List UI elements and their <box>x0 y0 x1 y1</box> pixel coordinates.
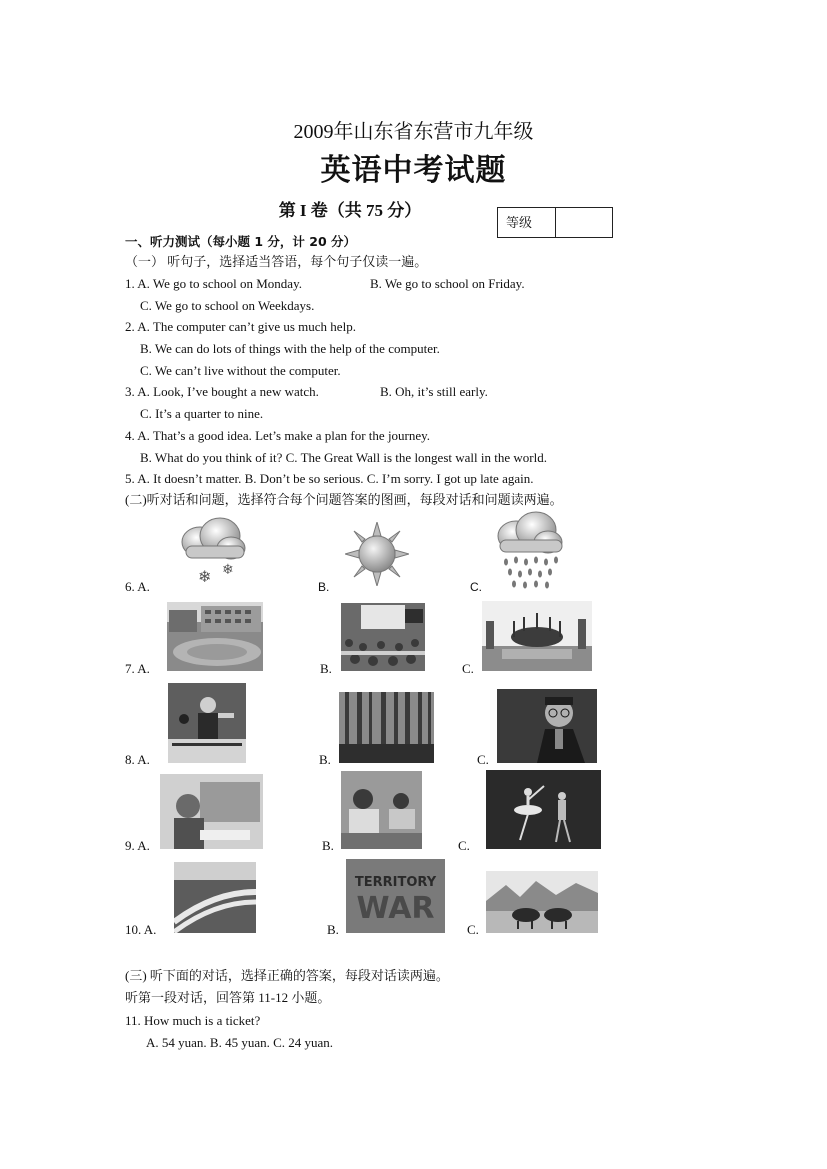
cloud-snow-icon <box>176 512 248 590</box>
q10-c-label: C. <box>467 922 479 937</box>
highway-photo <box>174 862 256 933</box>
q2-option-a: 2. A. The computer can’t give us much help. <box>125 319 356 334</box>
q9-c-label: C. <box>458 838 470 853</box>
grade-box <box>497 207 613 238</box>
q3-option-b: B. Oh, it’s still early. <box>380 384 488 399</box>
q1-option-a: 1. A. We go to school on Monday. <box>125 276 302 291</box>
school-campus-photo <box>167 602 263 671</box>
sun-icon <box>345 522 409 586</box>
poster-title-bottom: WAR <box>356 891 435 926</box>
q3-option-a: 3. A. Look, I’ve bought a new watch. <box>125 384 319 399</box>
q10-b-label: B. <box>327 922 339 937</box>
territory-war-poster <box>346 859 445 933</box>
svg-text:❄: ❄ <box>198 569 212 586</box>
q6-b-label: B. <box>318 580 330 594</box>
boy-reading-photo <box>160 774 263 849</box>
bullfight-photo <box>486 871 598 933</box>
q4-option-bc: B. What do you think of it? C. The Great Wall is the longest wall in the world. <box>140 450 547 465</box>
q1-option-b: B. We go to school on Friday. <box>370 276 525 291</box>
q8-b-label: B. <box>319 752 331 767</box>
bamboo-forest-photo <box>339 692 434 763</box>
movie-character-photo <box>497 689 597 763</box>
q7-b-label: B. <box>320 661 332 676</box>
q5-options: 5. A. It doesn’t matter. B. Don’t be so serious. C. I’m sorry. I got up late again. <box>125 471 534 486</box>
q11-question: 11. How much is a ticket? <box>125 1013 261 1028</box>
q3-option-c: C. It’s a quarter to nine. <box>140 406 264 421</box>
q8-c-label: C. <box>477 752 489 767</box>
table-tennis-photo <box>168 683 246 763</box>
q4-option-a: 4. A. That’s a good idea. Let’s make a plan for the journey. <box>125 428 431 443</box>
ballet-photo <box>486 770 601 849</box>
students-writing-photo <box>341 771 422 849</box>
q11-options: A. 54 yuan. B. 45 yuan. C. 24 yuan. <box>146 1035 334 1050</box>
dialogue1-intro: 听第一段对话，回答第 11-12 小题。 <box>125 990 331 1005</box>
exam-title: 英语中考试题 <box>320 153 507 188</box>
exam-subtitle: 2009年山东省东营市九年级 <box>293 121 534 143</box>
q9-label: 9. A. <box>125 838 150 853</box>
poster-title-top: TERRITORY <box>354 875 437 890</box>
q1-option-c: C. We go to school on Weekdays. <box>140 298 315 313</box>
section-heading: 一、听力测试（每小题 1 分，计 20 分） <box>125 234 357 249</box>
part2-instruction: (二)听对话和问题，选择符合每个问题答案的图画，每段对话和问题读两遍。 <box>125 492 563 507</box>
q6-c-label: C. <box>470 580 482 594</box>
grade-label: 等级 <box>498 208 556 237</box>
classroom-photo <box>341 603 425 671</box>
q2-option-b: B. We can do lots of things with the help of the computer. <box>140 341 440 356</box>
q6-label: 6. A. <box>125 579 150 594</box>
q2-option-c: C. We can’t live without the computer. <box>140 363 341 378</box>
grade-value <box>556 208 612 237</box>
q8-label: 8. A. <box>125 752 150 767</box>
part3-instruction: (三) 听下面的对话，选择正确的答案，每段对话读两遍。 <box>125 968 449 983</box>
monument-photo <box>482 601 592 671</box>
q7-label: 7. A. <box>125 661 150 676</box>
cloud-rain-icon <box>492 508 566 590</box>
q7-c-label: C. <box>462 661 474 676</box>
svg-text:❄: ❄ <box>222 563 234 578</box>
volume-heading: 第 I 卷（共 75 分） <box>278 201 422 220</box>
q9-b-label: B. <box>322 838 334 853</box>
part1-instruction: （一） 听句子，选择适当答语，每个句子仅读一遍。 <box>125 254 428 269</box>
q10-label: 10. A. <box>125 922 157 937</box>
